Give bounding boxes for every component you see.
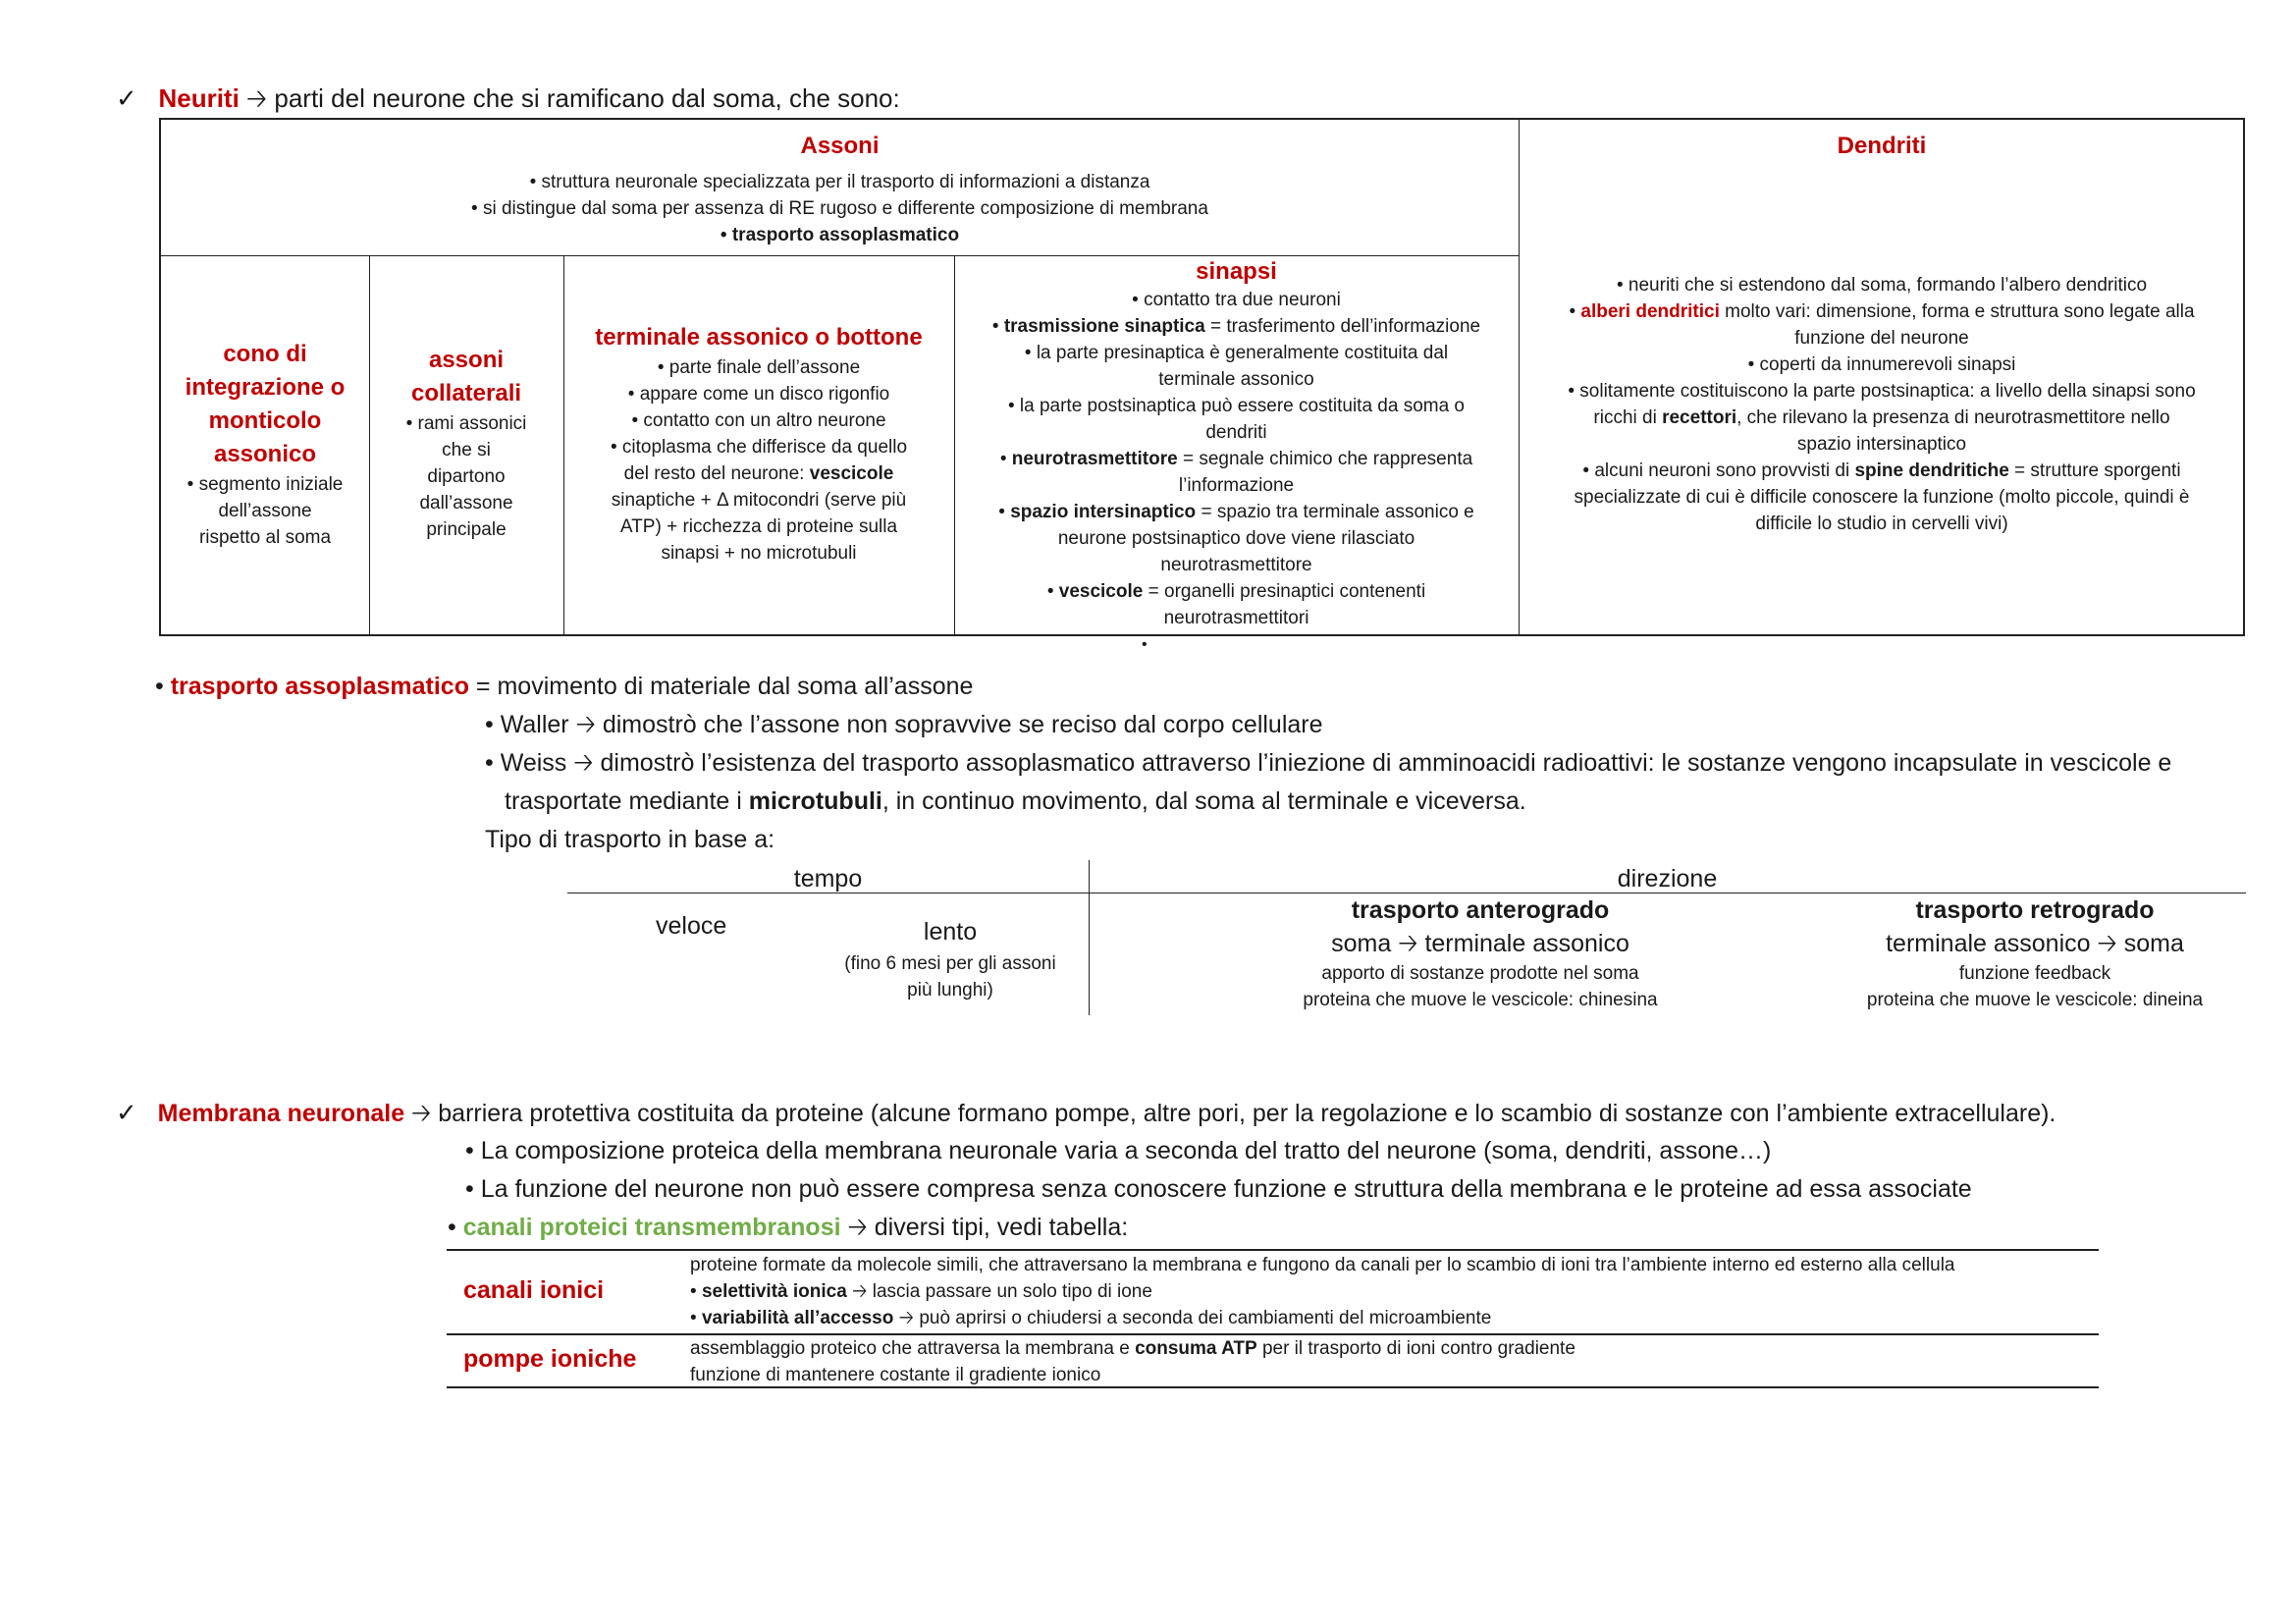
transport-table	[567, 860, 2246, 1015]
tempo-header: tempo	[793, 865, 863, 893]
membrana-bullet-2: • La funzione del neurone non può essere compresa senza conoscere funzione e struttura della membrana e le proteine ad essa associate	[465, 1175, 1972, 1203]
arrow-icon: 🡢	[411, 1100, 432, 1127]
arrow-icon: 🡢	[575, 711, 596, 738]
weiss-line: • Weiss 🡢 dimostrò l’esistenza del trasporto assoplasmatico attraverso l’iniezione di amminoacidi radioattivi: le sostanze vengono incapsulate in vescicole e	[485, 749, 2172, 777]
dendriti-cell: Dendriti	[1837, 133, 1927, 159]
pompe-ioniche-label: pompe ioniche	[463, 1345, 637, 1373]
canali-line: • canali proteici transmembranosi 🡢 diversi tipi, vedi tabella:	[448, 1214, 1129, 1241]
arrow-icon: 🡢	[847, 1214, 868, 1241]
pompe-ioniche-desc: assemblaggio proteico che attraversa la membrana e consuma ATP per il trasporto di ioni contro gradiente funzione di mantenere costante il gradiente ionico	[690, 1338, 1575, 1385]
direzione-header: direzione	[1617, 865, 1718, 893]
tipo-label: Tipo di trasporto in base a:	[485, 826, 775, 853]
checkmark-icon: ✓	[116, 83, 137, 113]
assoni-header: Assoni • struttura neuronale specializzata per il trasporto di informazioni a distanza • si distingue dal soma per assenza di RE rugoso e differente composizione di membrana • trasporto assoplasmatico	[471, 133, 1208, 245]
retrogrado-cell: trasporto retrogrado terminale assonico 🡢 soma funzione feedback proteina che muove le vescicole: dineina	[1866, 896, 2204, 1010]
canali-ionici-desc: proteine formate da molecole simili, che attraversano la membrana e fungono da canali per lo scambio di ioni tra l’ambiente interno ed esterno alla cellula • selettività ionica 🡢 lascia passare un solo tipo di ione • variabilità all’accesso 🡢 può aprirsi o chiudersi a seconda dei cambiamenti del microambiente	[690, 1255, 1955, 1328]
waller-line: • Waller 🡢 dimostrò che l’assone non sopravvive se reciso dal corpo cellulare	[485, 711, 1323, 738]
cono-cell: cono di integrazione o monticolo assonico • segmento iniziale dell’assone rispetto al soma	[185, 341, 346, 548]
neuriti-heading: ✓ Neuriti 🡢 parti del neurone che si ramificano dal soma, che sono:	[116, 83, 900, 113]
collaterali-cell: assoni collaterali • rami assonici che si dipartono dall’assone principale	[405, 347, 527, 540]
membrana-bullet-1: • La composizione proteica della membrana neuronale varia a seconda del tratto del neurone (soma, dendriti, assone…)	[465, 1137, 1772, 1164]
checkmark-icon: ✓	[116, 1098, 137, 1127]
weiss-line-2: trasportate mediante i microtubuli, in continuo movimento, dal soma al terminale e viceversa.	[505, 787, 1526, 815]
veloce-label: veloce	[656, 912, 727, 940]
arrow-icon: 🡢	[2097, 930, 2117, 957]
stray-bullet: •	[1142, 636, 1148, 653]
terminale-cell: terminale assonico o bottone • parte finale dell’assone • appare come un disco rigonfio • contatto con un altro neurone • citoplasma che differisce da quello del resto del neurone: vescicole sinaptiche + Δ mitocondri (serve più ATP) + ricchezza di proteine sulla sinapsi + no microtubuli	[595, 324, 923, 564]
anterogrado-cell: trasporto anterogrado soma 🡢 terminale assonico apporto di sostanze prodotte nel soma proteina che muove le vescicole: chinesina	[1303, 896, 1658, 1010]
dendriti-body: • neuriti che si estendono dal soma, formando l’albero dendritico • alberi dendritici molto vari: dimensione, forma e struttura sono legate alla funzione del neurone • coperti da innumerevoli sinapsi • solitamente costituiscono la parte postsinaptica: a livello della sinapsi sono ricchi di recettori, che rilevano la presenza di neurotrasmettitore nello spazio intersinaptico • alcuni neuroni sono provvisti di spine dendritiche = strutture sporgenti specializzate di cui è difficile conoscere la funzione (molto piccole, quindi è difficile lo studio in cervelli vivi)	[1568, 275, 2196, 534]
neuriti-table	[159, 118, 2245, 636]
canali-ionici-label: canali ionici	[463, 1276, 605, 1304]
arrow-icon: 🡢	[1398, 930, 1418, 957]
arrow-icon: 🡢	[898, 1308, 915, 1328]
arrow-icon: 🡢	[852, 1281, 868, 1302]
membrana-heading: ✓ Membrana neuronale 🡢 barriera protettiva costituita da proteine (alcune formano pompe, altre pori, per la regolazione e lo scambio di sostanze con l’ambiente extracellulare).	[116, 1098, 2056, 1127]
arrow-icon: 🡢	[573, 749, 594, 777]
trasporto-line: • trasporto assoplasmatico = movimento di materiale dal soma all’assone	[155, 673, 974, 700]
lento-cell: lento (fino 6 mesi per gli assoni più lunghi)	[844, 918, 1056, 1001]
sinapsi-cell: sinapsi • contatto tra due neuroni • trasmissione sinaptica = trasferimento dell’informazione • la parte presinaptica è generalmente costituita dal terminale assonico • la parte postsinaptica può essere costituita da soma o dendriti • neurotrasmettitore = segnale chimico che rappresenta l’informazione • spazio intersinaptico = spazio tra terminale assonico e neurone postsinaptico dove viene rilasciato neurotrasmettitore • vescicole = organelli presinaptici contenenti neurotrasmettitori	[991, 258, 1481, 628]
arrow-icon: 🡢	[246, 83, 268, 113]
